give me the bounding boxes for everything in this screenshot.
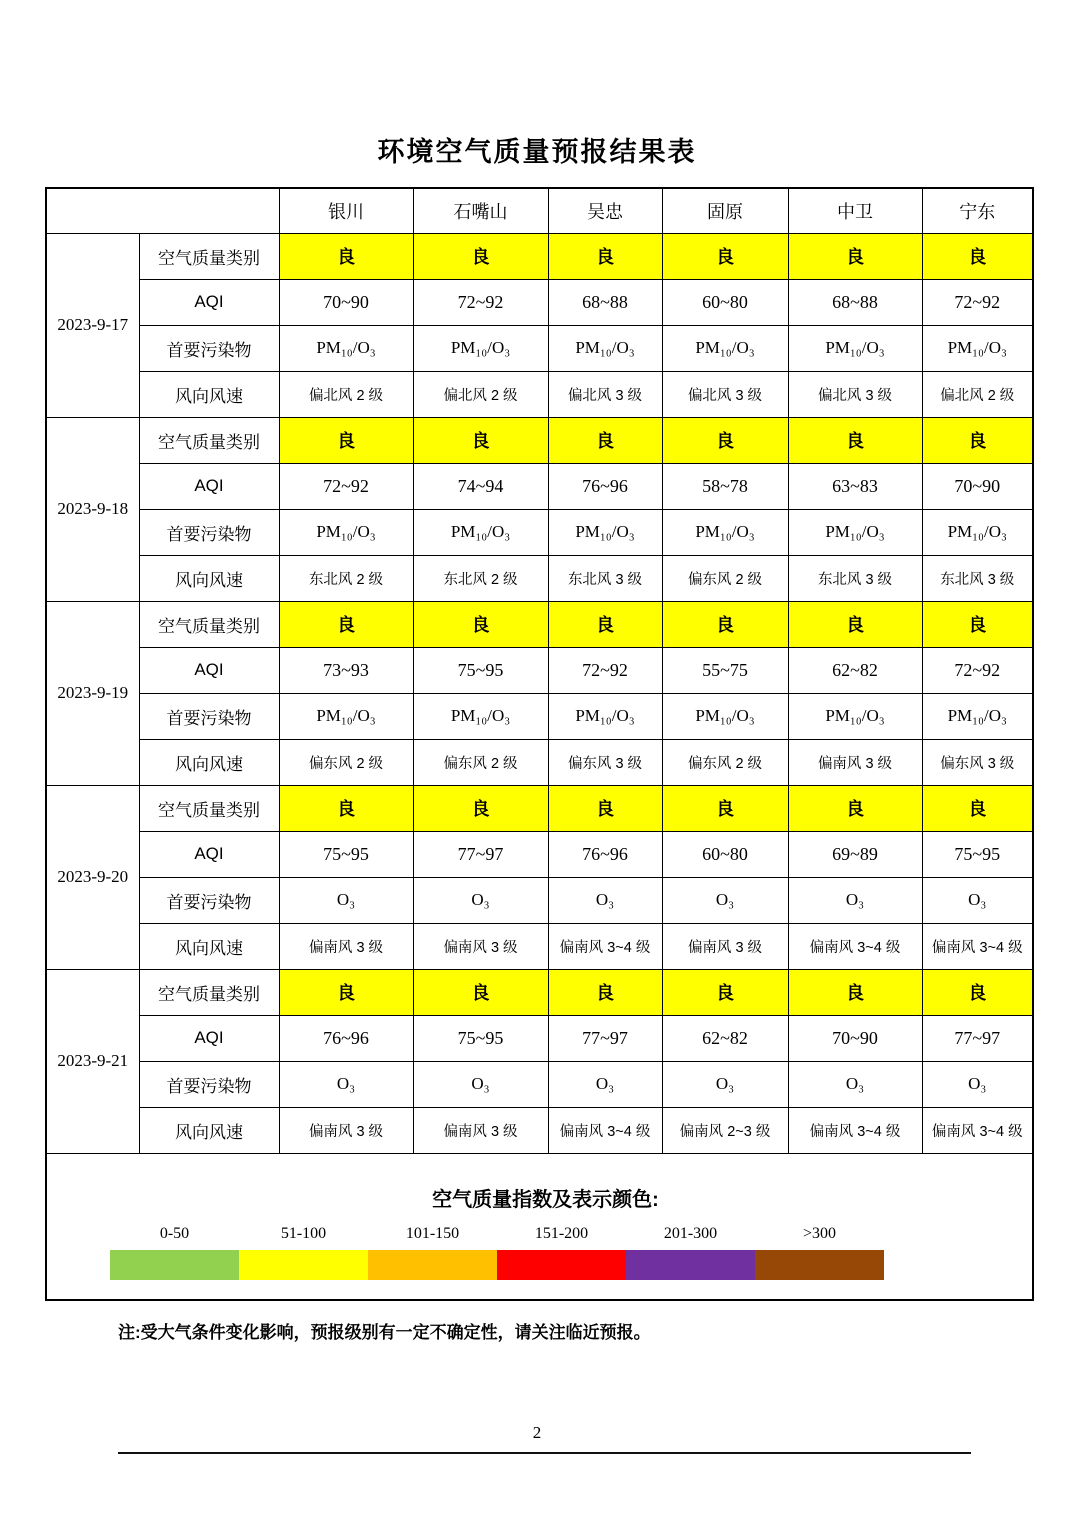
date-cell: 2023-9-17 bbox=[46, 233, 139, 417]
table-row bbox=[46, 601, 1033, 647]
aqi-cell: 70~90 bbox=[279, 279, 413, 325]
pollutant-cell: O₃ bbox=[413, 877, 548, 923]
category-cell: 良 bbox=[548, 785, 662, 831]
forecast-note: 注:受大气条件变化影响，预报级别有一定不确定性，请关注临近预报。 bbox=[118, 1323, 651, 1342]
date-cell: 2023-9-20 bbox=[46, 785, 139, 969]
pollutant-cell: PM₁₀/O₃ bbox=[662, 693, 788, 739]
aqi-cell: 62~82 bbox=[788, 647, 922, 693]
aqi-cell: 60~80 bbox=[662, 279, 788, 325]
pollutant-cell: PM₁₀/O₃ bbox=[279, 693, 413, 739]
wind-cell: 东北风 2 级 bbox=[413, 555, 548, 601]
aqi-cell: 72~92 bbox=[279, 463, 413, 509]
table-row bbox=[46, 1107, 1033, 1153]
wind-cell: 偏东风 2 级 bbox=[279, 739, 413, 785]
row-label: AQI bbox=[139, 831, 279, 877]
legend-row bbox=[46, 1153, 1033, 1300]
row-label: 首要污染物 bbox=[139, 509, 279, 555]
row-label: 空气质量类别 bbox=[139, 601, 279, 647]
category-cell: 良 bbox=[279, 601, 413, 647]
wind-cell: 偏南风 2~3 级 bbox=[662, 1107, 788, 1153]
wind-cell: 东北风 3 级 bbox=[788, 555, 922, 601]
pollutant-cell: O₃ bbox=[662, 877, 788, 923]
category-cell: 良 bbox=[413, 785, 548, 831]
category-cell: 良 bbox=[662, 417, 788, 463]
wind-cell: 偏北风 2 级 bbox=[413, 371, 548, 417]
city-header: 石嘴山 bbox=[413, 188, 548, 233]
category-cell: 良 bbox=[922, 417, 1033, 463]
legend-color-swatch bbox=[755, 1250, 884, 1280]
legend-range-label: >300 bbox=[802, 1225, 837, 1242]
aqi-cell: 72~92 bbox=[922, 279, 1033, 325]
aqi-cell: 70~90 bbox=[922, 463, 1033, 509]
pollutant-cell: PM₁₀/O₃ bbox=[788, 693, 922, 739]
legend-color-swatch bbox=[626, 1250, 755, 1280]
wind-cell: 东北风 2 级 bbox=[279, 555, 413, 601]
category-cell: 良 bbox=[413, 601, 548, 647]
row-label: 风向风速 bbox=[139, 555, 279, 601]
table-row bbox=[46, 969, 1033, 1015]
wind-cell: 偏北风 2 级 bbox=[922, 371, 1033, 417]
wind-cell: 偏北风 3 级 bbox=[788, 371, 922, 417]
legend-title: 空气质量指数及表示颜色: bbox=[432, 1189, 659, 1211]
table-row bbox=[46, 233, 1033, 279]
wind-cell: 偏南风 3 级 bbox=[279, 1107, 413, 1153]
legend-item bbox=[755, 1218, 884, 1280]
row-label: 空气质量类别 bbox=[139, 417, 279, 463]
category-cell: 良 bbox=[662, 601, 788, 647]
row-label: 首要污染物 bbox=[139, 693, 279, 739]
aqi-cell: 60~80 bbox=[662, 831, 788, 877]
city-header: 中卫 bbox=[788, 188, 922, 233]
legend-color-swatch bbox=[239, 1250, 368, 1280]
table-row bbox=[46, 1061, 1033, 1107]
aqi-cell: 72~92 bbox=[548, 647, 662, 693]
wind-cell: 偏南风 3~4 级 bbox=[922, 1107, 1033, 1153]
wind-cell: 偏南风 3 级 bbox=[413, 1107, 548, 1153]
aqi-cell: 75~95 bbox=[922, 831, 1033, 877]
legend-range-label: 51-100 bbox=[280, 1225, 327, 1242]
category-cell: 良 bbox=[788, 417, 922, 463]
wind-cell: 偏北风 3 级 bbox=[548, 371, 662, 417]
wind-cell: 偏南风 3 级 bbox=[788, 739, 922, 785]
row-label: 空气质量类别 bbox=[139, 233, 279, 279]
pollutant-cell: PM₁₀/O₃ bbox=[662, 509, 788, 555]
pollutant-cell: PM₁₀/O₃ bbox=[279, 509, 413, 555]
category-cell: 良 bbox=[413, 417, 548, 463]
legend-color-swatch bbox=[368, 1250, 497, 1280]
city-header: 吴忠 bbox=[548, 188, 662, 233]
pollutant-cell: O₃ bbox=[279, 1061, 413, 1107]
pollutant-cell: PM₁₀/O₃ bbox=[413, 693, 548, 739]
row-label: 首要污染物 bbox=[139, 325, 279, 371]
row-label: 空气质量类别 bbox=[139, 969, 279, 1015]
wind-cell: 偏南风 3 级 bbox=[413, 923, 548, 969]
wind-cell: 偏南风 3~4 级 bbox=[922, 923, 1033, 969]
category-cell: 良 bbox=[922, 601, 1033, 647]
pollutant-cell: O₃ bbox=[788, 877, 922, 923]
aqi-cell: 73~93 bbox=[279, 647, 413, 693]
aqi-cell: 72~92 bbox=[413, 279, 548, 325]
corner-cell bbox=[46, 188, 279, 233]
table-row bbox=[46, 739, 1033, 785]
category-cell: 良 bbox=[279, 417, 413, 463]
table-row bbox=[46, 1015, 1033, 1061]
wind-cell: 偏东风 2 级 bbox=[413, 739, 548, 785]
aqi-cell: 70~90 bbox=[788, 1015, 922, 1061]
category-cell: 良 bbox=[413, 969, 548, 1015]
category-cell: 良 bbox=[922, 969, 1033, 1015]
table-row bbox=[46, 371, 1033, 417]
wind-cell: 东北风 3 级 bbox=[922, 555, 1033, 601]
pollutant-cell: PM₁₀/O₃ bbox=[922, 509, 1033, 555]
pollutant-cell: PM₁₀/O₃ bbox=[548, 693, 662, 739]
aqi-cell: 74~94 bbox=[413, 463, 548, 509]
pollutant-cell: PM₁₀/O₃ bbox=[413, 325, 548, 371]
wind-cell: 偏东风 3 级 bbox=[548, 739, 662, 785]
wind-cell: 偏东风 2 级 bbox=[662, 739, 788, 785]
category-cell: 良 bbox=[922, 233, 1033, 279]
page-number: 2 bbox=[532, 1423, 542, 1442]
legend-range-label: 201-300 bbox=[663, 1225, 718, 1242]
row-label: 风向风速 bbox=[139, 923, 279, 969]
aqi-cell: 69~89 bbox=[788, 831, 922, 877]
aqi-cell: 76~96 bbox=[548, 831, 662, 877]
aqi-cell: 58~78 bbox=[662, 463, 788, 509]
pollutant-cell: PM₁₀/O₃ bbox=[548, 325, 662, 371]
table-row bbox=[46, 647, 1033, 693]
category-cell: 良 bbox=[413, 233, 548, 279]
table-row bbox=[46, 923, 1033, 969]
aqi-cell: 77~97 bbox=[413, 831, 548, 877]
pollutant-cell: O₃ bbox=[922, 877, 1033, 923]
wind-cell: 偏北风 3 级 bbox=[662, 371, 788, 417]
pollutant-cell: O₃ bbox=[662, 1061, 788, 1107]
aqi-cell: 62~82 bbox=[662, 1015, 788, 1061]
pollutant-cell: O₃ bbox=[279, 877, 413, 923]
category-cell: 良 bbox=[662, 233, 788, 279]
legend-item bbox=[368, 1218, 497, 1280]
category-cell: 良 bbox=[662, 969, 788, 1015]
table-header-row bbox=[46, 188, 1033, 233]
pollutant-cell: PM₁₀/O₃ bbox=[548, 509, 662, 555]
wind-cell: 偏南风 3 级 bbox=[662, 923, 788, 969]
table-row bbox=[46, 555, 1033, 601]
date-cell: 2023-9-19 bbox=[46, 601, 139, 785]
category-cell: 良 bbox=[788, 969, 922, 1015]
table-row bbox=[46, 509, 1033, 555]
pollutant-cell: O₃ bbox=[788, 1061, 922, 1107]
aqi-color-scale bbox=[110, 1218, 1032, 1280]
wind-cell: 东北风 3 级 bbox=[548, 555, 662, 601]
category-cell: 良 bbox=[548, 233, 662, 279]
category-cell: 良 bbox=[788, 233, 922, 279]
aqi-cell: 75~95 bbox=[413, 1015, 548, 1061]
pollutant-cell: PM₁₀/O₃ bbox=[922, 325, 1033, 371]
legend-range-label: 101-150 bbox=[405, 1225, 460, 1242]
row-label: AQI bbox=[139, 279, 279, 325]
aqi-cell: 75~95 bbox=[279, 831, 413, 877]
pollutant-cell: PM₁₀/O₃ bbox=[788, 325, 922, 371]
legend-cell bbox=[46, 1153, 1033, 1300]
aqi-cell: 68~88 bbox=[788, 279, 922, 325]
wind-cell: 偏南风 3~4 级 bbox=[788, 1107, 922, 1153]
aqi-cell: 75~95 bbox=[413, 647, 548, 693]
legend-item bbox=[110, 1218, 239, 1280]
row-label: AQI bbox=[139, 647, 279, 693]
legend-range-label: 0-50 bbox=[159, 1225, 190, 1242]
row-label: 首要污染物 bbox=[139, 1061, 279, 1107]
table-row bbox=[46, 877, 1033, 923]
wind-cell: 偏东风 2 级 bbox=[662, 555, 788, 601]
legend-color-swatch bbox=[497, 1250, 626, 1280]
wind-cell: 偏南风 3~4 级 bbox=[548, 923, 662, 969]
row-label: 风向风速 bbox=[139, 739, 279, 785]
pollutant-cell: O₃ bbox=[413, 1061, 548, 1107]
aqi-cell: 68~88 bbox=[548, 279, 662, 325]
legend-color-swatch bbox=[110, 1250, 239, 1280]
wind-cell: 偏北风 2 级 bbox=[279, 371, 413, 417]
wind-cell: 偏南风 3~4 级 bbox=[548, 1107, 662, 1153]
page-title: 环境空气质量预报结果表 bbox=[377, 137, 697, 167]
legend-range-label: 151-200 bbox=[534, 1225, 589, 1242]
category-cell: 良 bbox=[548, 417, 662, 463]
pollutant-cell: O₃ bbox=[922, 1061, 1033, 1107]
date-cell: 2023-9-18 bbox=[46, 417, 139, 601]
category-cell: 良 bbox=[662, 785, 788, 831]
aqi-cell: 77~97 bbox=[548, 1015, 662, 1061]
category-cell: 良 bbox=[548, 601, 662, 647]
aqi-cell: 77~97 bbox=[922, 1015, 1033, 1061]
row-label: 空气质量类别 bbox=[139, 785, 279, 831]
table-row bbox=[46, 325, 1033, 371]
table-row bbox=[46, 417, 1033, 463]
wind-cell: 偏南风 3 级 bbox=[279, 923, 413, 969]
category-cell: 良 bbox=[788, 785, 922, 831]
legend-item bbox=[626, 1218, 755, 1280]
row-label: 风向风速 bbox=[139, 371, 279, 417]
wind-cell: 偏东风 3 级 bbox=[922, 739, 1033, 785]
wind-cell: 偏南风 3~4 级 bbox=[788, 923, 922, 969]
legend-item bbox=[239, 1218, 368, 1280]
pollutant-cell: PM₁₀/O₃ bbox=[788, 509, 922, 555]
table-row bbox=[46, 463, 1033, 509]
table-row bbox=[46, 785, 1033, 831]
pollutant-cell: PM₁₀/O₃ bbox=[662, 325, 788, 371]
row-label: 风向风速 bbox=[139, 1107, 279, 1153]
aqi-cell: 76~96 bbox=[279, 1015, 413, 1061]
pollutant-cell: PM₁₀/O₃ bbox=[413, 509, 548, 555]
footer-divider bbox=[118, 1452, 971, 1454]
aqi-cell: 72~92 bbox=[922, 647, 1033, 693]
city-header: 宁东 bbox=[922, 188, 1033, 233]
table-row bbox=[46, 693, 1033, 739]
category-cell: 良 bbox=[279, 969, 413, 1015]
category-cell: 良 bbox=[788, 601, 922, 647]
city-header: 银川 bbox=[279, 188, 413, 233]
category-cell: 良 bbox=[548, 969, 662, 1015]
pollutant-cell: PM₁₀/O₃ bbox=[922, 693, 1033, 739]
table-row bbox=[46, 831, 1033, 877]
pollutant-cell: PM₁₀/O₃ bbox=[279, 325, 413, 371]
aqi-cell: 63~83 bbox=[788, 463, 922, 509]
row-label: 首要污染物 bbox=[139, 877, 279, 923]
table-row bbox=[46, 279, 1033, 325]
category-cell: 良 bbox=[279, 785, 413, 831]
aqi-cell: 55~75 bbox=[662, 647, 788, 693]
pollutant-cell: O₃ bbox=[548, 1061, 662, 1107]
category-cell: 良 bbox=[279, 233, 413, 279]
legend-item bbox=[497, 1218, 626, 1280]
row-label: AQI bbox=[139, 1015, 279, 1061]
aqi-cell: 76~96 bbox=[548, 463, 662, 509]
row-label: AQI bbox=[139, 463, 279, 509]
city-header: 固原 bbox=[662, 188, 788, 233]
forecast-table bbox=[45, 187, 1034, 1301]
pollutant-cell: O₃ bbox=[548, 877, 662, 923]
category-cell: 良 bbox=[922, 785, 1033, 831]
date-cell: 2023-9-21 bbox=[46, 969, 139, 1153]
